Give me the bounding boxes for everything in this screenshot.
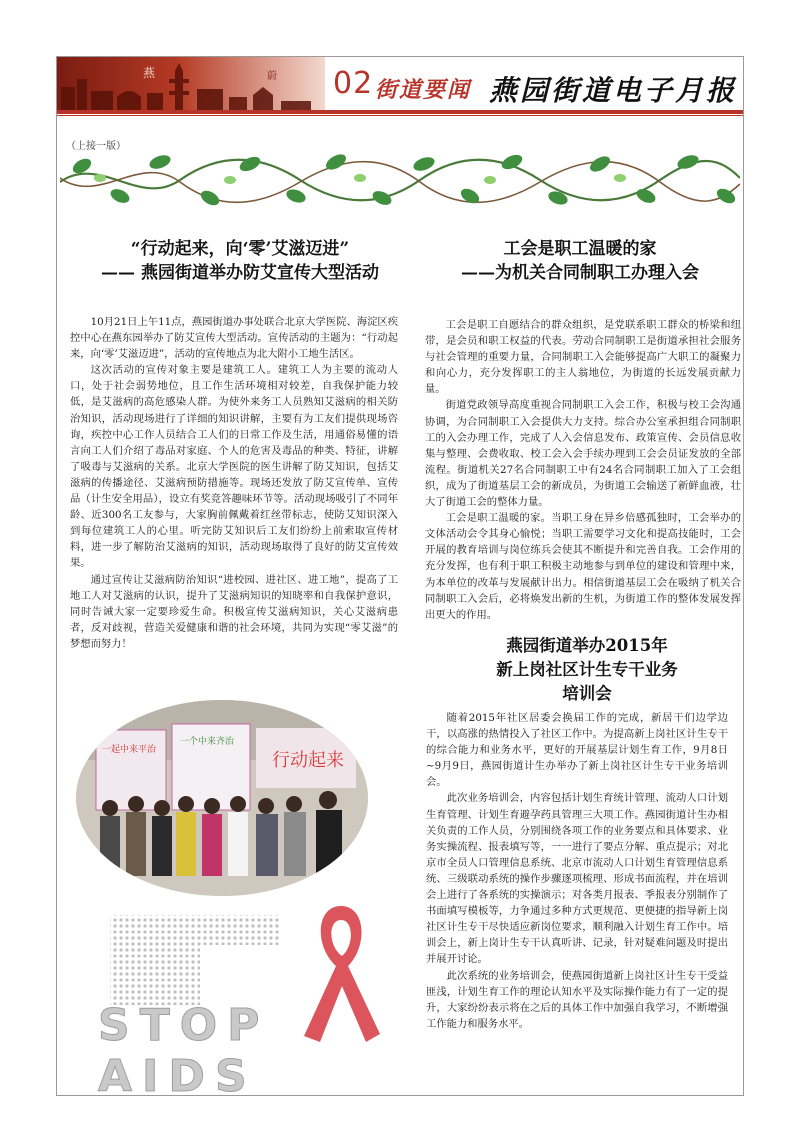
article3-title-line3: 培训会 [562, 683, 612, 703]
article2-title-line1: 工会是职工温暖的家 [503, 239, 657, 259]
article1-paragraph: 通过宣传让艾滋病防治知识“进校园、进社区、进工地”，提高了工地工人对艾滋病的认识，提升了艾滋病知识的知晓率和自我保护意识，同时告诫大家一定要珍爱生命。积极宣传艾滋病知识，关心艾滋病患者，反对歧视，营造关爱健康和谐的社会环境，共同为实现“零艾滋”的梦想而努力！ [70, 573, 398, 650]
article2-body [425, 317, 741, 623]
banner-text-right: 行动起来 [272, 750, 344, 771]
header-rule [57, 110, 743, 114]
continued-label: （上接一版） [66, 141, 126, 152]
article3-body [426, 710, 728, 1032]
header-rule-thin [57, 115, 743, 116]
stop-aids-text: STOP AIDS [98, 1000, 270, 1102]
banner-text-mid: 一个中来齐治 [180, 737, 235, 747]
article2-paragraph: 街道党政领导高度重视合同制职工入会工作，积极与校工会沟通协调，为合同制职工入会提供大力支持。综合办公室承担组合同制职工的入会办理工作，完成了人入会信息发布、政策宣传、会员信息收集与整理、会费收取、校工会入会手续办理到工会会员证发放的全部流程。街道机关27名合同制职工中有24名合同制职工加入了工会组织，成为了街道基层工会的新成员，为街道工会输送了新鲜血液，壮大了街道工会的整体力量。 [425, 399, 741, 509]
issue-number: 02 [333, 66, 374, 101]
article1-body [70, 314, 398, 652]
article1-title-line2: —— 燕园街道举办防艾宣传大型活动 [101, 262, 379, 283]
article3-title [452, 634, 722, 706]
article2-paragraph: 工会是职工温暖的家。当职工身在异乡倍感孤独时，工会举办的文体活动会令其身心愉悦；当职工需要学习文化和提高技能时，工会开展的教育培训与岗位练兵会使其不断提升和完善自我。工会作用的充分发挥，也有利于职工积极主动地参与到单位的建设和管理中来，为本单位的改革与发展献计出力。相信街道基层工会在吸纳了机关合同制职工入会后，必将焕发出新的生机，为街道工作的整体发展发挥出更大的作用。 [425, 512, 741, 621]
vine-decoration [60, 148, 740, 212]
section-name: 街道要闻 [375, 77, 472, 103]
article3-title-line1: 燕园街道举办2015年 [506, 636, 668, 655]
article2-paragraph: 工会是职工自愿结合的群众组织，是党联系职工群众的桥梁和纽带，是会员和职工权益的代表。劳动合同制职工是街道承担社会服务与社会管理的重要力量，合同制职工入会能够提高广大职工的凝聚力和向心力，充分发挥职工的主人翁地位，为街道的长远发展贡献力量。 [425, 319, 741, 396]
svg-text:燕: 燕 [143, 66, 156, 80]
article2-title-line2: ——为机关合同制职工办理入会 [461, 262, 699, 283]
article3-paragraph: 此次业务培训会，内容包括计划生育统计管理、流动人口计划生育管理、计划生育避孕药具管理三大项工作。燕园街道计生办相关负责的工作人员，分别围绕各项工作的业务要点和具体要求、业务实操流程、报表填写等，一一进行了要点分解、重点提示；对北京市全员人口管理信息系统、北京市流动人口计划生育管理信息系统、三级联动系统的操作步骤逐项梳理、形成书面流程，并在培训会上进行了各系统的实操演示；对各类月报表、季报表分别制作了书面填写模板等，力争通过多种方式更规范、更便捷的指导新上岗社区计生专干尽快适应新岗位要求，顺利融入计划生育工作中。培训会上，新上岗计生专干认真听讲、记录，针对疑难问题及时提出并展开讨论。 [426, 792, 728, 966]
event-photo [76, 700, 368, 896]
svg-text:蔚: 蔚 [267, 71, 277, 82]
article3-paragraph: 随着2015年社区居委会换届工作的完成，新居干们边学边干，以高涨的热情投入了社区工作中。为提高新上岗社区计生专干的综合能力和业务水平，更好的开展基层计划生育工作，9月8日~9月9日，燕园街道计生办举办了新上岗社区计生专干业务培训会。 [426, 712, 728, 789]
paper-title: 燕园街道电子月报 [488, 74, 737, 107]
article1-title-line1: “行动起来，向‘零’艾滋迈进” [130, 239, 350, 259]
article2-title [430, 238, 730, 286]
article1-title [70, 238, 410, 286]
halftone-decoration [100, 905, 290, 1015]
article1-paragraph: 这次活动的宣传对象主要是建筑工人。建筑工人为主要的流动人口，处于社会弱势地位，且工作生活环境相对较差，自我保护能力较低，是艾滋病的高危感染人群。为使外来务工人员熟知艾滋病的相关防治知识，活动现场进行了详细的知识讲解，主要有为工友们提供现场咨询，疾控中心工作人员结合工人们的日常工作及生活，用通俗易懂的语言向工人们介绍了毒品对家庭、个人的危害及毒品的种类、特征，讲解了吸毒与艾滋病的关系。北京大学医院的医生讲解了防艾知识，包括艾滋病的传播途径、艾滋病预防措施等。现场还发放了防艾宣传单、宣传品（计生安全用品），设立有奖竞答趣味环节等。活动现场吸引了不同年龄、近300名工友参与，大家胸前佩戴着红丝带标志，使防艾知识深入到每位建筑工人的心里。听完防艾知识后工友们纷纷上前索取宣传材料，进一步了解防治艾滋病的知识，活动现场取得了良好的防艾宣传效果。 [70, 364, 398, 570]
article1-paragraph: 10月21日上午11点，燕园街道办事处联合北京大学医院、海淀区疾控中心在燕东园举办了防艾宣传大型活动。宣传活动的主题为：“行动起来，向‘零’艾滋迈进”，活动的宣传地点为北大附小工地生活区。 [70, 316, 398, 361]
article3-title-line2: 新上岗社区计生专干业务 [496, 659, 678, 679]
banner-text-left: 一起中来平治 [102, 745, 157, 755]
skyline-banner [57, 57, 325, 111]
masthead [57, 57, 743, 113]
article3-paragraph: 此次系统的业务培训会，使燕园街道新上岗社区计生专干受益匪浅，计划生育工作的理论认知水平及实际操作能力有了一定的提升，大家纷纷表示将在之后的具体工作中加强自我学习，不断增强工作能力和服务水平。 [426, 969, 728, 1030]
